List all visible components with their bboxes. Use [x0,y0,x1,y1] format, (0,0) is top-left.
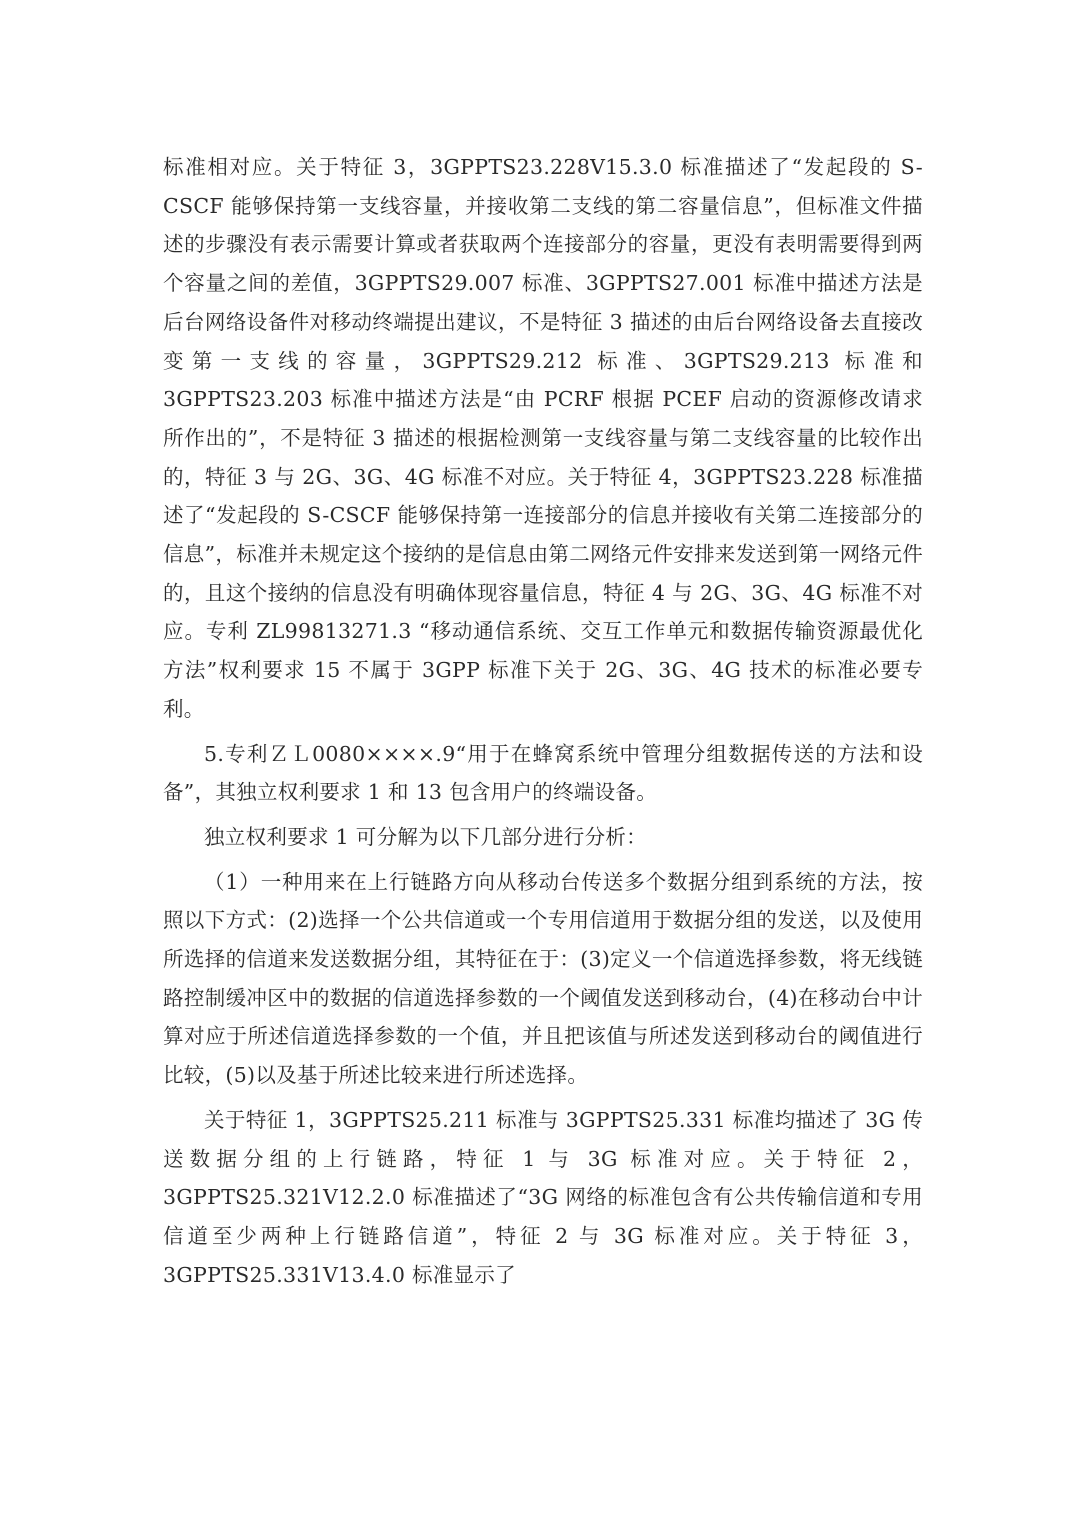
paragraph-claim-intro: 独立权利要求 1 可分解为以下几部分进行分析： [204,824,647,849]
paragraph-feature-analysis: 关于特征 1，3GPPTS25.211 标准与 3GPPTS25.331 标准均描述了 3G 传送数据分组的上行链路，特征 1 与 3G 标准对应。关于特征 2，3GPPTS25.321V12.2.0 标准描述了“3G 网络的标准包含有公共传输信道和专用信道至少两种上行链路信道”，特征 2 与 3G 标准对应。关于特征 3，3GPPTS25.331V13.4.0 标准显示了 [163,1107,923,1287]
paragraph-patent-5: 5.专利ＺＬ0080××××.9“用于在蜂窝系统中管理分组数据传送的方法和设备”，其独立权利要求 1 和 13 包含用户的终端设备。 [163,741,923,805]
paragraph-claim-features: （1）一种用来在上行链路方向从移动台传送多个数据分组到系统的方法，按照以下方式：(2)选择一个公共信道或一个专用信道用于数据分组的发送，以及使用所选择的信道来发送数据分组，其特征在于：(3)定义一个信道选择参数，将无线链路控制缓冲区中的数据的信道选择参数的一个阈值发送到移动台，(4)在移动台中计算对应于所述信道选择参数的一个值，并且把该值与所述发送到移动台的阈值进行比较，(5)以及基于所述比较来进行所述选择。 [163,869,923,1088]
paragraph-continuation: 标准相对应。关于特征 3，3GPPTS23.228V15.3.0 标准描述了“发起段的 S-CSCF 能够保持第一支线容量，并接收第二支线的第二容量信息”，但标准文件描述的步骤没有表示需要计算或者获取两个连接部分的容量，更没有表明需要得到两个容量之间的差值，3GPPTS29.007 标准、3GPPTS27.001 标准中描述方法是后台网络设备件对移动终端提出建议，不是特征 3 描述的由后台网络设备去直接改变第一支线的容量，3GPPTS29.212 标准、3GPTS29.213 标准和 3GPPTS23.203 标准中描述方法是“由 PCRF 根据 PCEF 启动的资源修改请求所作出的”，不是特征 3 描述的根据检测第一支线容量与第二支线容量的比较作出的，特征 3 与 2G、3G、4G 标准不对应。关于特征 4，3GPPTS23.228 标准描述了“发起段的 S-CSCF 能够保持第一连接部分的信息并接收有关第二连接部分的信息”，标准并未规定这个接纳的是信息由第二网络元件安排来发送到第一网络元件的，且这个接纳的信息没有明确体现容量信息，特征 4 与 2G、3G、4G 标准不对应。专利 ZL99813271.3 “移动通信系统、交互工作单元和数据传输资源最优化方法”权利要求 15 不属于 3GPP 标准下关于 2G、3G、4G 技术的标准必要专利。 [163,155,923,721]
document-body [163,148,923,1294]
